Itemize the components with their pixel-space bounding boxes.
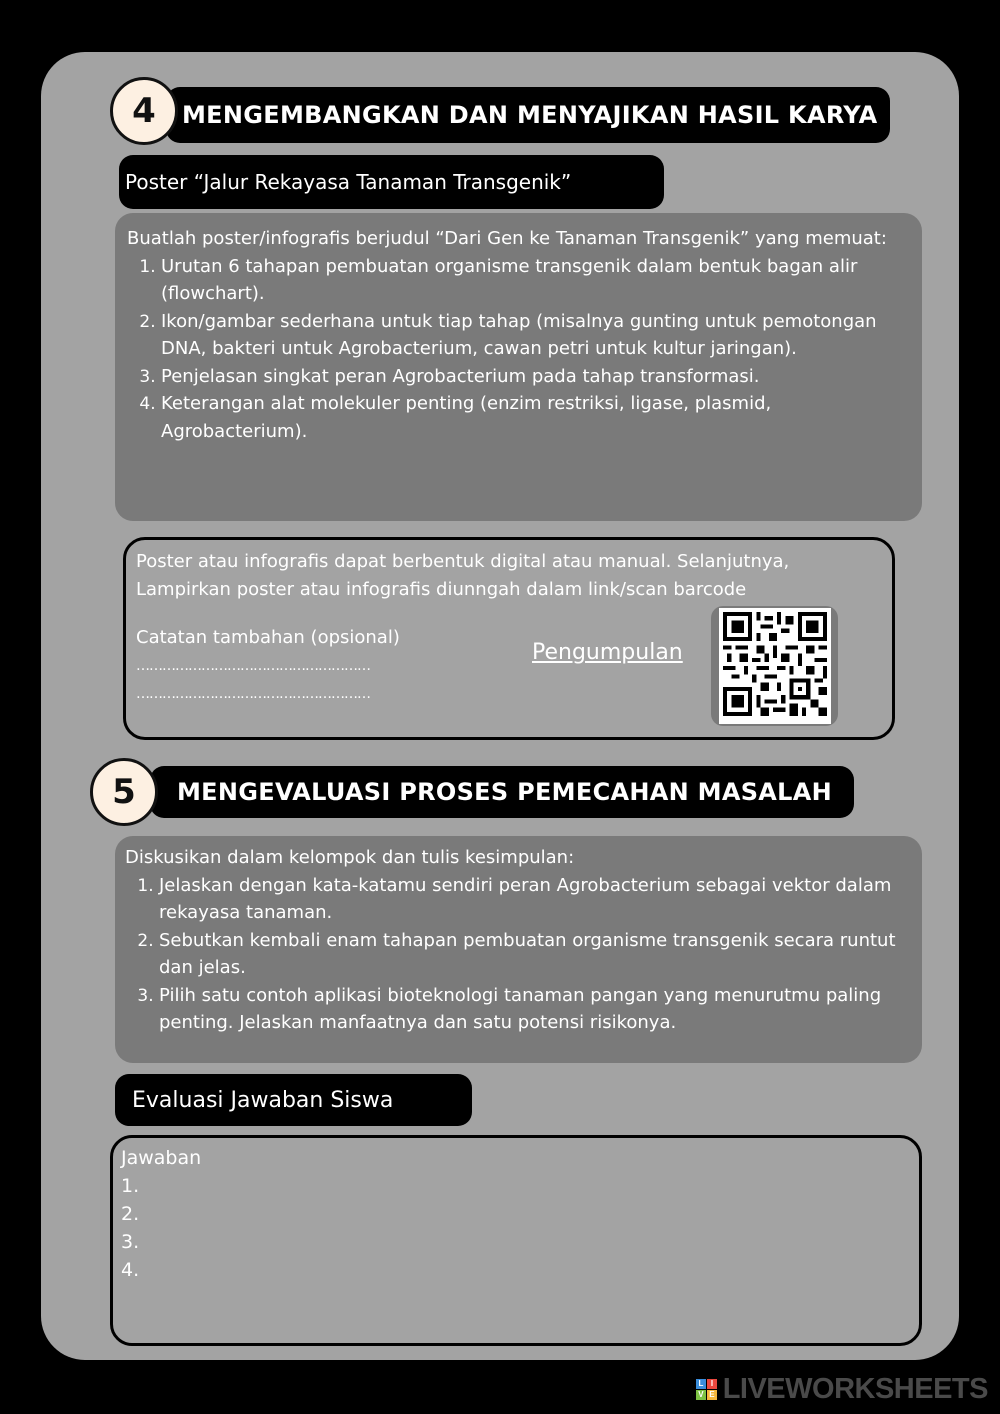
answer-label: Jawaban — [121, 1147, 202, 1169]
notes-dotline[interactable]: ……………………………………………… — [136, 685, 370, 702]
section-4-number-badge: 4 — [110, 77, 178, 145]
brand-name: LIVEWORKSHEETS — [722, 1373, 988, 1405]
list-item: 3. Penjelasan singkat peran Agrobacterium pada tahap transformasi. — [161, 363, 894, 391]
answer-line[interactable]: 3. — [121, 1231, 140, 1253]
logo-grid-icon: L I V E — [696, 1379, 717, 1400]
poster-title: Poster “Jalur Rekayasa Tanaman Transgenik” — [125, 170, 572, 194]
answer-box[interactable] — [110, 1135, 922, 1346]
poster-intro: Buatlah poster/infografis berjudul “Dari Gen ke Tanaman Transgenik” yang memuat: — [127, 228, 887, 249]
answer-line[interactable]: 2. — [121, 1203, 140, 1225]
evaluation-title: Evaluasi Jawaban Siswa — [132, 1087, 394, 1113]
answer-line[interactable]: 4. — [121, 1259, 140, 1281]
section-5-number-badge: 5 — [90, 758, 158, 826]
section-4-title: MENGEMBANGKAN DAN MENYAJIKAN HASIL KARYA — [182, 101, 878, 129]
list-item: 1. Jelaskan dengan kata-katamu sendiri peran Agrobacterium sebagai vektor dalam rekayasa tanaman. — [159, 872, 902, 927]
submission-link[interactable]: Pengumpulan — [532, 640, 683, 665]
list-item: 3. Pilih satu contoh aplikasi bioteknologi tanaman pangan yang menurutmu paling penting. Jelaskan manfaatnya dan satu potensi risikonya. — [159, 982, 902, 1037]
list-item: 2. Ikon/gambar sederhana untuk tiap tahap (misalnya gunting untuk pemotongan DNA, bakteri untuk Agrobacterium, cawan petri untuk kultur jaringan). — [161, 308, 894, 363]
qr-code[interactable] — [719, 608, 831, 724]
notes-label: Catatan tambahan (opsional) — [136, 627, 400, 648]
discussion-questions-list — [125, 872, 902, 1037]
liveworksheets-logo — [696, 1373, 988, 1406]
notes-dotline[interactable]: ……………………………………………… — [136, 657, 370, 674]
section-5-banner — [150, 766, 854, 818]
discussion-panel — [115, 836, 922, 1063]
list-item: 1. Urutan 6 tahapan pembuatan organisme transgenik dalam bentuk bagan alir (flowchart). — [161, 253, 894, 308]
list-item: 2. Sebutkan kembali enam tahapan pembuatan organisme transgenik secara runtut dan jelas. — [159, 927, 902, 982]
section-5-title: MENGEVALUASI PROSES PEMECAHAN MASALAH — [177, 778, 833, 806]
submission-text: Poster atau infografis dapat berbentuk digital atau manual. Selanjutnya, Lampirkan poster atau infografis diunngah dalam link/scan barcode — [136, 551, 790, 600]
poster-instructions-panel — [115, 213, 922, 521]
section-4-banner — [166, 87, 890, 143]
discussion-intro: Diskusikan dalam kelompok dan tulis kesimpulan: — [125, 847, 575, 868]
answer-line[interactable]: 1. — [121, 1175, 140, 1197]
evaluation-title-banner — [115, 1074, 472, 1126]
list-item: 4. Keterangan alat molekuler penting (enzim restriksi, ligase, plasmid, Agrobacterium). — [161, 390, 894, 445]
qr-code-frame — [711, 606, 838, 726]
poster-title-banner — [119, 155, 664, 209]
poster-requirements-list — [127, 253, 894, 446]
